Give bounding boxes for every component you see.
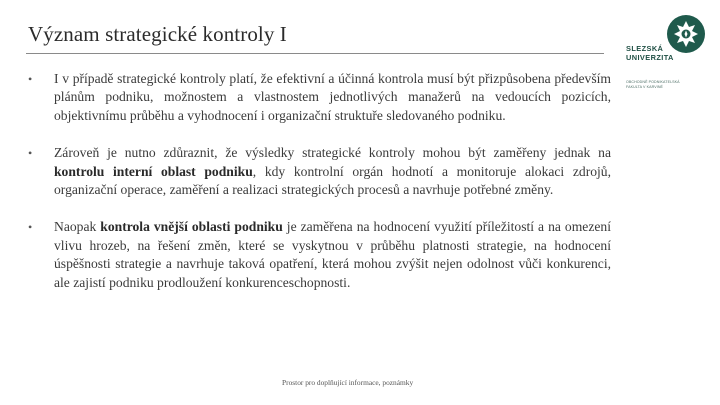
- bullet-text-before: Zároveň je nutno zdůraznit, že výsledky strategické kontroly mohou být zaměřeny jednak na: [54, 145, 611, 161]
- slide-content: [28, 70, 611, 292]
- bullet-item: [28, 144, 611, 199]
- faculty-name: OBCHODNĚ PODNIKATELSKÁ FAKULTA V KARVINÉ: [626, 80, 680, 89]
- bullet-dot-icon: •: [28, 146, 33, 161]
- slide-title: Význam strategické kontroly I: [28, 22, 287, 46]
- bullet-dot-icon: •: [28, 72, 33, 86]
- university-name: SLEZSKÁ UNIVERZITA: [626, 44, 674, 62]
- bullet-dot-icon: •: [28, 220, 33, 235]
- bullet-text: I v případě strategické kontroly platí, že efektivní a účinná kontrola musí být přizpůsobena především plánům podniku, možnostem a vlastnostem jednotlivých manažerů na vedoucích pozicích, objektivnímu průběhu a vyhodnocení i organizační struktuře sledovaného podniku.: [54, 71, 611, 123]
- bullet-text-after: , kdy kontrolní orgán hodnotí a monitoruje alokaci zdrojů, organizační operace, zaměření a realizaci strategických procesů a navrhuje potřebné změny.: [54, 163, 611, 198]
- university-logo: [624, 14, 704, 104]
- title-divider: [26, 53, 604, 54]
- bullet-item: [28, 70, 611, 125]
- footer-note: Prostor pro doplňující informace, poznámky: [282, 378, 414, 387]
- bullet-text-before: Naopak: [54, 219, 101, 235]
- bullet-item: [28, 218, 611, 292]
- bullet-bold-phrase: kontrolu interní oblast podniku: [54, 163, 253, 179]
- bullet-text-after: je zaměřena na hodnocení využití příležitostí a na omezení vlivu hrozeb, na řešení změn, které se vyskytnou v průběhu platnosti strategie, na hodnocení úspěšnosti strategie a navrhuje taková opatření, která mohou zvýšit nejen odolnost vůči konkurenci, ale zajistí podniku prodloužení konkurenceschopnosti.: [54, 219, 611, 290]
- bullet-bold-phrase: kontrola vnější oblasti podniku: [100, 219, 283, 235]
